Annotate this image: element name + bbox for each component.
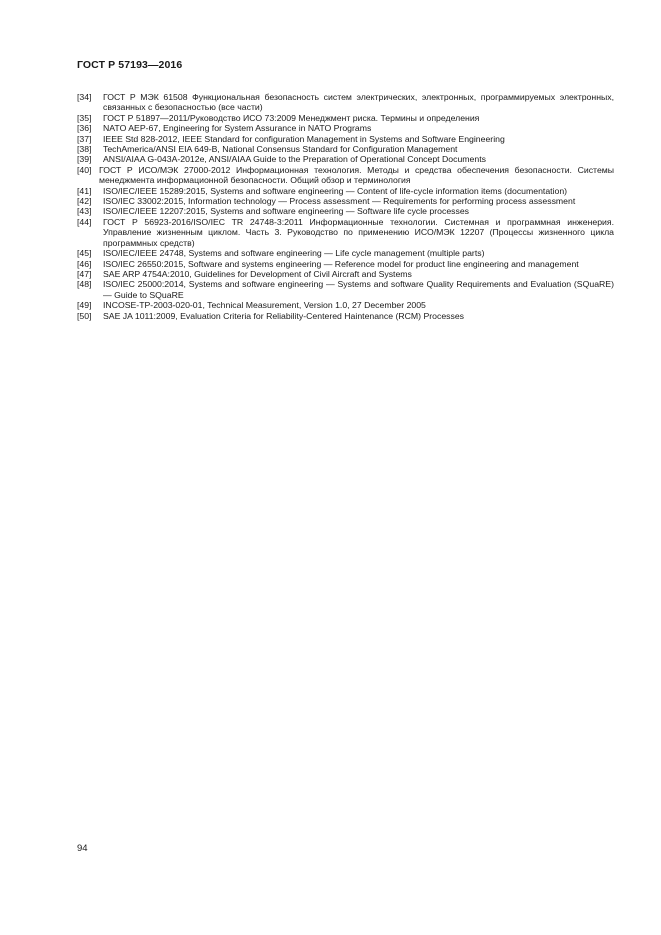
reference-text: SAE ARP 4754A:2010, Guidelines for Development of Civil Aircraft and Systems	[103, 268, 412, 279]
reference-number: [46]	[77, 258, 92, 269]
reference-item	[77, 206, 614, 216]
reference-item	[77, 165, 614, 186]
reference-text: ANSI/AIAA G-043A-2012e, ANSI/AIAA Guide to the Preparation of Operational Concept Documents	[103, 154, 486, 165]
reference-item	[77, 196, 614, 206]
reference-item	[77, 113, 614, 123]
reference-item	[77, 300, 614, 310]
reference-number: [38]	[77, 144, 92, 155]
reference-text: NATO AEP-67, Engineering for System Assurance in NATO Programs	[103, 123, 372, 134]
reference-item	[77, 269, 614, 279]
reference-text: TechAmerica/ANSI EIA 649-B, National Consensus Standard for Configuration Management	[103, 144, 458, 155]
reference-item	[77, 123, 614, 133]
reference-text: INCOSE-TP-2003-020-01, Technical Measurement, Version 1.0, 27 December 2005	[103, 300, 426, 311]
reference-text: ГОСТ Р 56923-2016/ISO/IEC TR 24748-3:2011 Информационные технологии. Системная и программная инженерия. Управление жизненным циклом. Часть 3. Руководство по применению ИСО/МЭК 12207 (Процессы жизненного цикла программных средств)	[103, 216, 614, 248]
reference-text: ISO/IEC/IEEE 24748, Systems and software engineering — Life cycle management (multiple parts)	[103, 248, 485, 259]
reference-number: [35]	[77, 112, 92, 123]
page-number: 94	[77, 843, 88, 854]
reference-item	[77, 92, 614, 113]
reference-number: [39]	[77, 154, 92, 165]
reference-text: ISO/IEC 25000:2014, Systems and software engineering — Systems and software Quality Requirements and Evaluation (SQuaRE) — Guide to SQuaRE	[103, 279, 614, 300]
reference-text: ISO/IEC 26550:2015, Software and systems engineering — Reference model for product line engineering and management	[103, 258, 579, 269]
document-header-title: ГОСТ Р 57193—2016	[77, 59, 183, 71]
reference-item	[77, 134, 614, 144]
reference-number: [44]	[77, 216, 92, 227]
reference-number: [49]	[77, 300, 92, 311]
reference-item	[77, 248, 614, 258]
reference-number: [48]	[77, 279, 92, 290]
reference-text: ISO/IEC 33002:2015, Information technology — Process assessment — Requirements for performing process assessment	[103, 196, 576, 207]
reference-number: [42]	[77, 196, 92, 207]
reference-item	[77, 217, 614, 248]
reference-text: SAE JA 1011:2009, Evaluation Criteria for Reliability-Centered Haintenance (RCM) Processes	[103, 310, 465, 321]
reference-item	[77, 144, 614, 154]
reference-item	[77, 186, 614, 196]
reference-text: ГОСТ Р 51897—2011/Руководство ИСО 73:2009 Менеджмент риска. Термины и определения	[103, 112, 480, 123]
reference-number: [45]	[77, 248, 92, 259]
reference-text: ISO/IEC/IEEE 12207:2015, Systems and software engineering — Software life cycle processes	[103, 206, 470, 217]
reference-text: ISO/IEC/IEEE 15289:2015, Systems and software engineering — Content of life-cycle information items (documentation)	[103, 185, 568, 196]
reference-text: ГОСТ Р ИСО/МЭК 27000-2012 Информационная технология. Методы и средства обеспечения безопасности. Системы менеджмента информационной безопасности. Общий обзор и терминология	[99, 164, 614, 186]
reference-number: [40]	[77, 164, 92, 175]
reference-item	[77, 154, 614, 164]
reference-number: [34]	[77, 92, 92, 102]
reference-number: [37]	[77, 133, 92, 144]
reference-item	[77, 259, 614, 269]
reference-item	[77, 279, 614, 300]
reference-text: ГОСТ Р МЭК 61508 Функциональная безопасность систем электрических, электронных, программируемых электронных, связанных с безопасностью (все части)	[103, 92, 614, 113]
reference-text: IEEE Std 828-2012, IEEE Standard for configuration Management in Systems and Software Engineering	[103, 133, 505, 144]
reference-number: [36]	[77, 123, 92, 134]
reference-number: [41]	[77, 185, 92, 196]
reference-item	[77, 311, 614, 321]
reference-number: [50]	[77, 310, 92, 321]
reference-number: [43]	[77, 206, 92, 217]
reference-number: [47]	[77, 268, 92, 279]
reference-list	[77, 92, 614, 321]
